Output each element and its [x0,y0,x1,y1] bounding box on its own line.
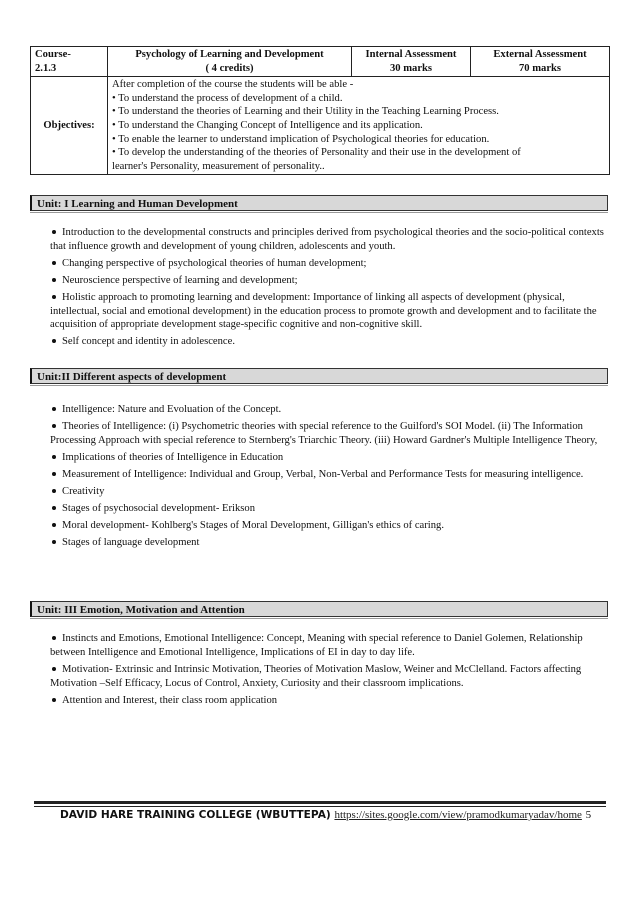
bullet-icon [52,230,56,234]
internal-assessment-label: Internal Assessment [365,49,457,60]
bullet-icon [52,472,56,476]
objectives-row [31,77,610,175]
list-item: Stages of language development [50,536,606,550]
list-item: Stages of psychosocial development- Erikson [50,502,606,516]
bullet-icon [52,424,56,428]
list-item: Attention and Interest, their class room application [50,694,606,708]
list-item: Creativity [50,485,606,499]
footer-link[interactable]: https://sites.google.com/view/pramodkumaryadav/home [334,809,582,821]
list-item: Instincts and Emotions, Emotional Intelligence: Concept, Meaning with special reference to Daniel Golemen, Relationship between Intelligence and Emotional Intelligence, Implications of EI in day to day life. [50,633,583,658]
unit3-list [50,632,606,711]
page-number: 5 [585,809,592,821]
list-item: Self concept and identity in adolescence. [50,335,606,349]
course-code-cell [31,47,108,77]
page-footer [60,809,591,821]
unit2-header: Unit:II Different aspects of development [30,368,608,384]
bullet-icon [52,278,56,282]
bullet-icon [52,339,56,343]
footer-rule-thin [34,806,606,807]
footer-college: DAVID HARE TRAINING COLLEGE (WBUTTEPA) [60,809,331,821]
bullet-icon [52,667,56,671]
internal-assessment-cell [352,47,471,77]
objective-item: • To understand the process of development of a child. [112,92,343,104]
objective-item: • To understand the Changing Concept of Intelligence and its application. [112,119,423,131]
list-item: Changing perspective of psychological theories of human development; [50,257,606,271]
external-assessment-marks: 70 marks [518,62,562,74]
bullet-icon [52,407,56,411]
bullet-icon [52,523,56,527]
objectives-intro: After completion of the course the students will be able - [112,79,354,91]
list-item: Neuroscience perspective of learning and development; [50,274,606,288]
bullet-icon [52,489,56,493]
bullet-icon [52,636,56,640]
objectives-label: Objectives: [31,77,108,175]
list-item: Implications of theories of Intelligence in Education [50,451,606,465]
external-assessment-label: External Assessment [493,49,587,60]
course-credits: ( 4 credits) [205,62,254,74]
list-item: Measurement of Intelligence: Individual and Group, Verbal, Non-Verbal and Performance Tests for measuring intelligence. [50,468,606,482]
bullet-icon [52,261,56,265]
internal-assessment-marks: 30 marks [389,62,433,74]
list-item: Motivation- Extrinsic and Intrinsic Motivation, Theories of Motivation Maslow, Weiner and McClelland. Factors affecting Motivation –Self Efficacy, Locus of Control, Anxiety, Curiosity and their classroom implications. [50,663,582,689]
course-code-label: Course- [35,49,71,60]
bullet-icon [52,698,56,702]
external-assessment-cell [471,47,610,77]
bullet-icon [52,295,56,299]
bullet-icon [52,540,56,544]
objective-item: • To enable the learner to understand implication of Psychological theories for education. [112,133,490,145]
list-item: Intelligence: Nature and Evoluation of the Concept. [50,403,606,417]
course-table [30,46,610,175]
objective-item-continued: learner's Personality, measurement of personality.. [112,160,325,172]
course-header-row [31,47,610,77]
list-item: Theories of Intelligence: (i) Psychometric theories with special reference to the Guilford's SOI Model. (ii) The Information Processing Approach with special reference to Sternberg's Triarchic Theory. (iii) Howard Gardner's Multiple Intelligence Theory, [50,420,598,446]
unit2-list [50,403,606,553]
unit3-header: Unit: III Emotion, Motivation and Attention [30,601,608,617]
bullet-icon [52,455,56,459]
list-item: Introduction to the developmental constructs and principles derived from psychological theories and the socio-political contexts that influence growth and development of young children, adolescents and youth. [50,227,604,252]
bullet-icon [52,506,56,510]
objective-item: • To understand the theories of Learning and their Utility in the Teaching Learning Process. [112,106,499,118]
objectives-cell [108,77,610,175]
course-code-number: 2.1.3 [35,62,57,74]
unit1-header: Unit: I Learning and Human Development [30,195,608,211]
course-title: Psychology of Learning and Development [135,49,324,60]
list-item: Moral development- Kohlberg's Stages of Moral Development, Gilligan's ethics of caring. [50,519,606,533]
footer-rule [34,801,606,804]
course-title-cell [108,47,352,77]
objective-item: • To develop the understanding of the theories of Personality and their use in the development of [112,147,521,159]
list-item: Holistic approach to promoting learning and development: Importance of linking all aspects of development (physical, intellectual, social and emotional development) in the education process to promote growth and development and to facilitate the acquisition of appropriate development stage-specific cognitive and non-cognitive skill. [50,291,597,331]
unit1-list [50,226,606,352]
